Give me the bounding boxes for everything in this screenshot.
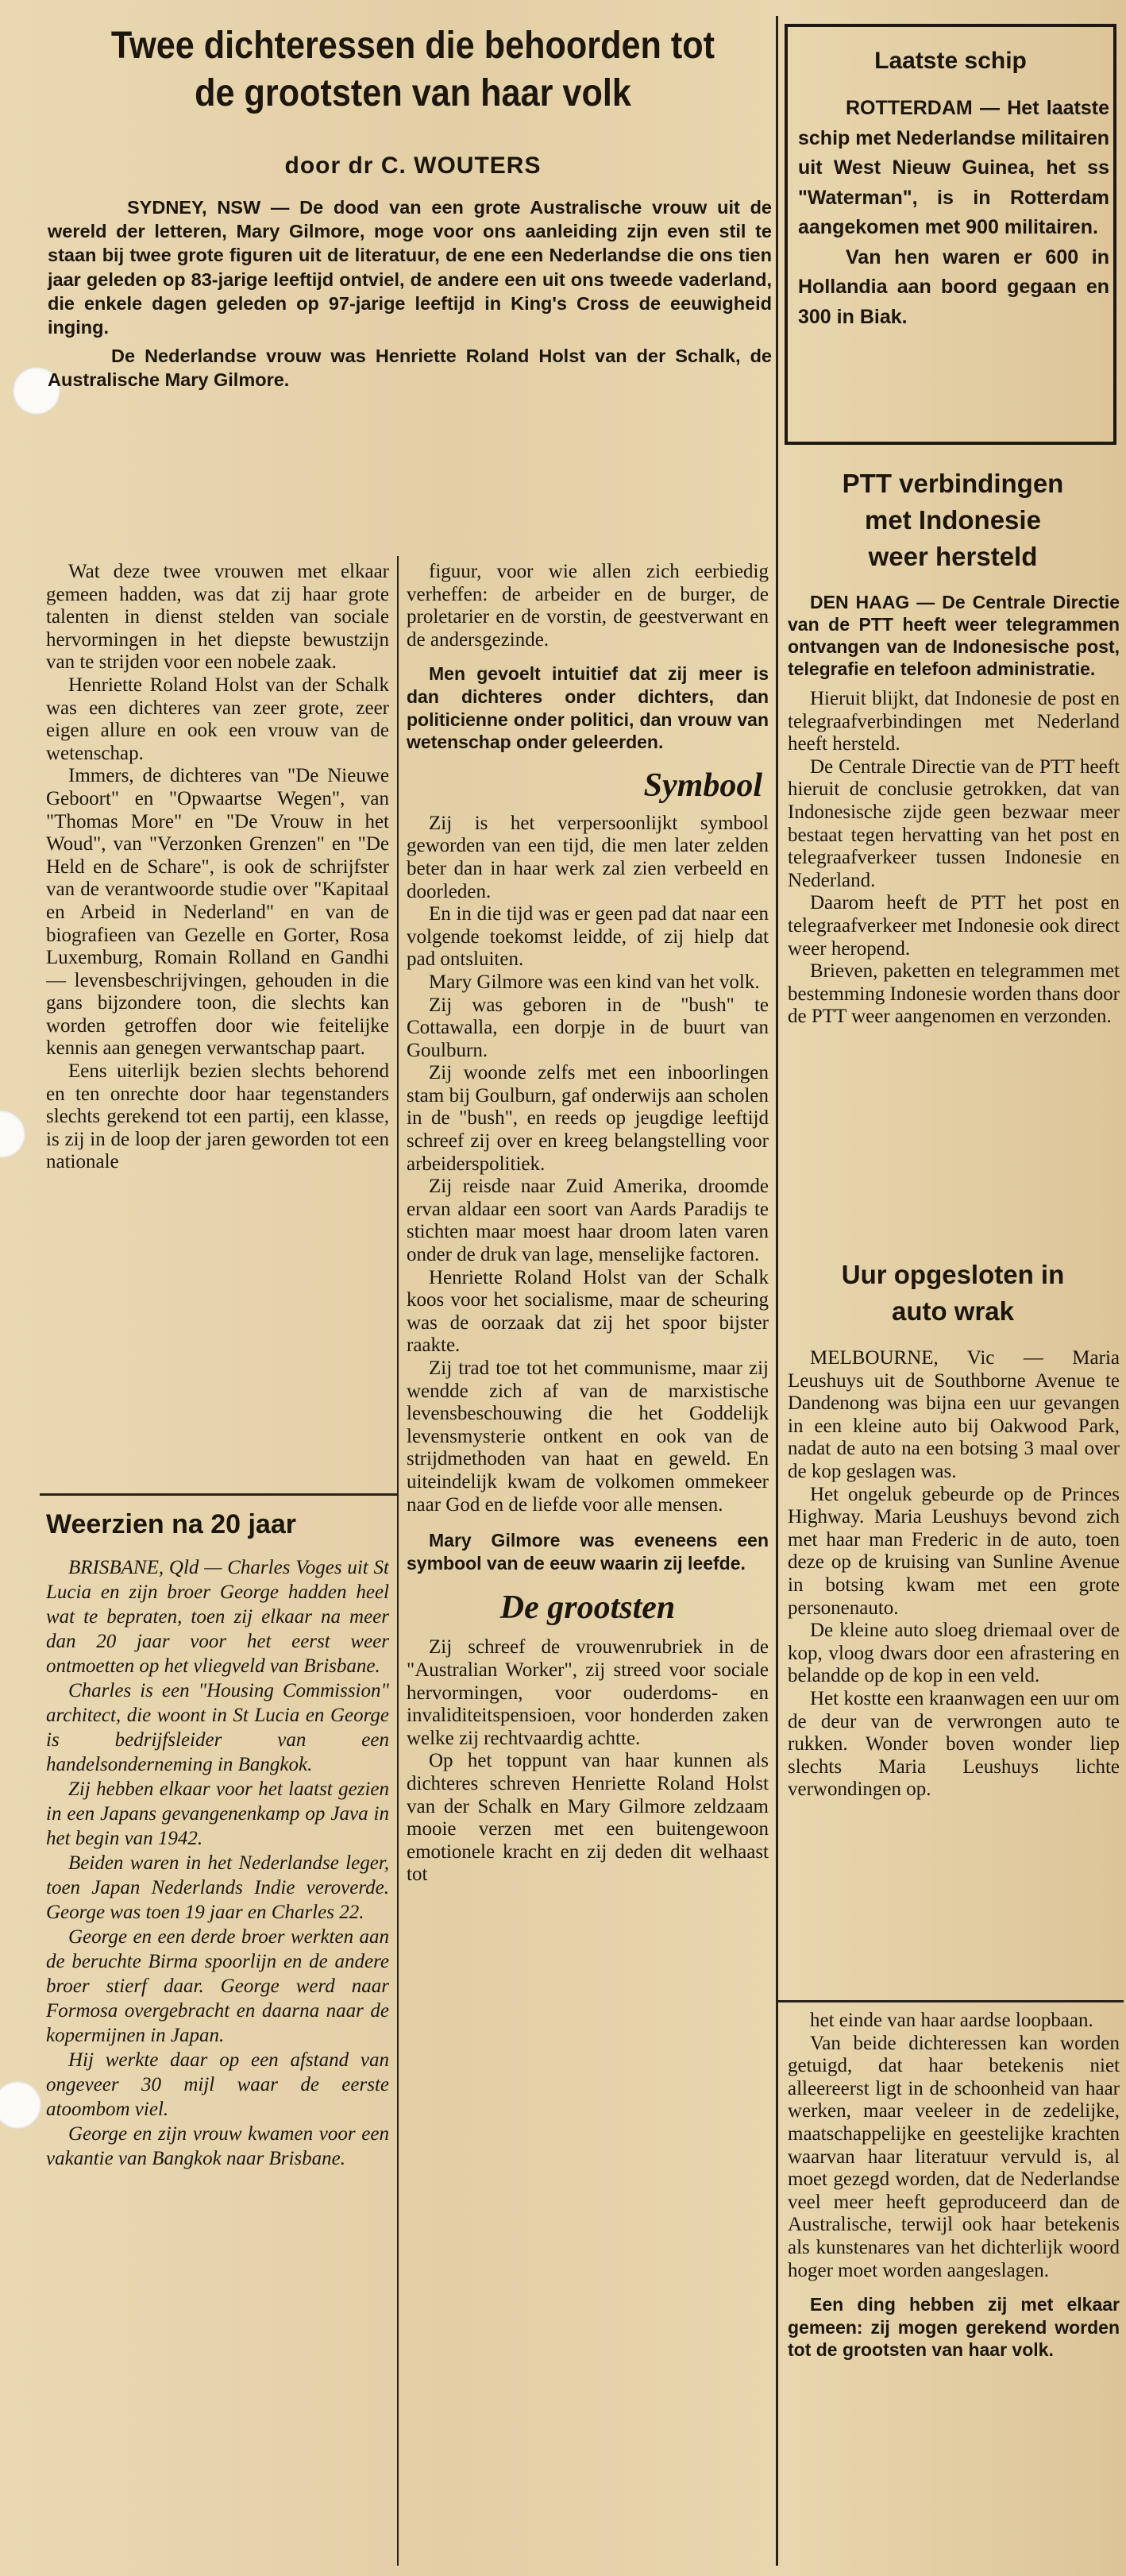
paragraph: Immers, de dichteres van "De Nieuwe Geboort" en "Opwaartse Wegen", van "Thomas More" en "De Vrouw in het Woud", van "Verzonken Grenzen" en "De Held en de Schare", is ook de schrijfster van de verantwoorde studie over "Kapitaal en Arbeid in Nederland" en van de biografieen van Gezelle en Gorter, Rosa Luxemburg, Romain Rolland en Gandhi — levensbeschrijvingen, gehouden in die gans bijzondere toon, die slechts kan worden getroffen door wie feitelijke kennis aan genegen verwantschap paart. — [46, 765, 389, 1060]
paragraph: het einde van haar aardse loopbaan. — [810, 2010, 1093, 2031]
paragraph: BRISBANE, Qld — Charles Voges uit St Lucia en zijn broer George hadden heel wat te bepraten, toen zij elkaar na meer dan 20 jaar voor het eerst weer ontmoetten op het vliegveld van Brisbane. — [46, 1557, 389, 1677]
auto-wrak-column — [788, 1347, 1120, 1995]
paragraph: Hieruit blijkt, dat Indonesie de post en telegraafverbindingen met Nederland heeft hersteld. — [788, 688, 1120, 755]
subhead-symbool: Symbool — [643, 767, 762, 804]
article-headline — [84, 22, 742, 118]
article-column-2 — [407, 561, 769, 2562]
paragraph: George en een derde broer werkten aan de beruchte Birma spoorlijn en de andere broer stierf daar. George werd naar Formosa overgebracht en daarna naar de kopermijnen in Japan. — [46, 1926, 389, 2046]
title-line: met Indonesie — [865, 505, 1041, 535]
section-rule — [778, 2000, 1124, 2002]
section-title-auto-wrak — [786, 1257, 1120, 1330]
paragraph: Op het toppunt van haar kunnen als dichteres schreven Henriette Roland Holst van der Schalk en Mary Gilmore zeldzaam mooie verzen met een buitengewoon emotionele kracht en zij deden dit welhaast tot — [407, 1750, 769, 1886]
subhead-de-grootsten: De grootsten — [499, 1589, 676, 1627]
lead-paragraph: SYDNEY, NSW — De dood van een grote Australische vrouw uit de wereld der letteren, Mary Gilmore, moge voor ons aanleiding zijn even stil te staan bij twee grote figuren uit de literatuur, de ene een Nederlandse die ons tien jaar geleden op 83-jarige leeftijd ontviel, de andere een uit ons tweede vaderland, die enkele dagen geleden op 97-jarige leeftijd in King's Cross de eeuwigheid inging. — [48, 197, 772, 338]
box-text — [798, 94, 1109, 332]
paragraph: Henriette Roland Holst van der Schalk koos voor het socialisme, maar de scheuring was de oorzaak dat zij het spoor bijster raakte. — [407, 1266, 769, 1357]
paragraph: Hij werkte daar op een afstand van ongeveer 30 mijl waar de eerste atoombom viel. — [46, 2049, 389, 2120]
article-lead — [48, 195, 772, 392]
box-paragraph: Van hen waren er 600 in Hollandia aan boord gegaan en 300 in Biak. — [798, 245, 1109, 328]
paragraph: Zij woonde zelfs met een inboorlingen stam bij Goulburn, gaf onderwijs aan scholen in de "bush", en reeds op jeugdige leeftijd schreef zij over en kreeg belangstelling voor arbeiderspolitiek. — [407, 1062, 769, 1175]
bold-paragraph: Mary Gilmore was eveneens een symbool van de eeuw waarin zij leefde. — [407, 1530, 769, 1574]
paragraph: Charles is een "Housing Commission" architect, die woont in St Lucia en George is bedrijfsleider van een handelsonderneming in Bangkok. — [46, 1680, 389, 1775]
paragraph: Zij trad toe tot het communisme, maar zij wendde zich af van de marxistische levensbeschouwing die het Goddelijk levensmysterie ontkent en ook van de strijdmethoden van haat en geweld. En uiteindelijk kwam de volkomen ommekeer naar God en de liefde voor alle mensen. — [407, 1358, 769, 1516]
title-line: PTT verbindingen — [842, 469, 1064, 498]
paragraph: Beiden waren in het Nederlandse leger, toen Japan Nederlands Indie veroverde. George was toen 19 jaar en Charles 22. — [46, 1852, 389, 1923]
paragraph: Henriette Roland Holst van der Schalk was een dichteres van zeer grote, zeer eigen allure en ook een vrouw van de wetenschap. — [46, 674, 389, 764]
column-rule — [397, 556, 399, 2566]
paragraph: Zij was geboren in de "bush" te Cottawalla, een dorpje in de buurt van Goulburn. — [407, 994, 769, 1061]
headline-line: de grootsten van haar volk — [195, 72, 631, 114]
paragraph: Daarom heeft de PTT het post en telegraafverkeer met Indonesie ook direct weer heropend. — [788, 892, 1120, 960]
section-title-ptt — [786, 465, 1120, 575]
title-line: Uur opgesloten in — [841, 1260, 1065, 1289]
paragraph: Wat deze twee vrouwen met elkaar gemeen hadden, was dat zij haar grote talenten in dienst stelden van sociale hervormingen in het diepste bewustzijn van te strijden voor een nobele zaak. — [46, 561, 389, 674]
paragraph: Eens uiterlijk bezien slechts behorend en ten onrechte door haar tegenstanders slechts gerekend tot een partij, een klasse, is zij in de loop der jaren geworden tot een nationale — [46, 1060, 389, 1173]
article-column-1 — [46, 561, 389, 1484]
byline: door dr C. WOUTERS — [284, 153, 542, 179]
paragraph: Zij hebben elkaar voor het laatst gezien in een Japans gevangenenkamp op Java in het begin van 1942. — [46, 1778, 389, 1849]
title-line: auto wrak — [891, 1296, 1015, 1326]
lead-paragraph: De Nederlandse vrouw was Henriette Roland Holst van der Schalk, de Australische Mary Gilmore. — [48, 346, 772, 391]
headline-line: Twee dichteressen die behoorden tot — [110, 25, 715, 67]
section-title-weerzien: Weerzien na 20 jaar — [46, 1509, 296, 1539]
paragraph: Van beide dichteressen kan worden getuigd, dat haar betekenis niet alleereerst ligt in de schoonheid van haar werken, maar veeleer in de zedelijke, maatschappelijke en geestelijke krachten waarvan haar literatuur vervuld is, al moet gezegd worden, dat de Nederlandse veel meer heeft geproduceerd dan de Australische, terwijl ook haar betekenis als kunstenares van het dichterlijk woord hoger moet worden aangeslagen. — [788, 2032, 1120, 2281]
paragraph: Zij reisde naar Zuid Amerika, droomde ervan aldaar een soort van Aards Paradijs te stichten maar moest haar droom laten varen onder de druk van lage, menselijke factoren. — [407, 1176, 769, 1266]
section-rule — [40, 1493, 397, 1496]
paragraph: De kleine auto sloeg driemaal over de kop, vloog dwars door een afrastering en belandde op de kop in een veld. — [788, 1620, 1120, 1687]
ptt-column — [788, 591, 1120, 1258]
paragraph: Het kostte een kraanwagen een uur om de deur van de verwrongen auto te rukken. Wonder boven wonder liep slechts Maria Leushuys lichte verwondingen op. — [788, 1687, 1120, 1801]
paragraph: Brieven, paketten en telegrammen met bestemming Indonesie worden thans door de PTT weer aangenomen en verzonden. — [788, 960, 1120, 1028]
paragraph: Mary Gilmore was een kind van het volk. — [429, 971, 760, 993]
box-title: Laatste schip — [874, 48, 1027, 74]
article-column-3 — [788, 2010, 1120, 2566]
title-line: weer hersteld — [868, 542, 1038, 571]
paragraph: George en zijn vrouw kwamen voor een vakantie van Bangkok naar Brisbane. — [46, 2123, 389, 2169]
paragraph: Zij schreef de vrouwenrubriek in de "Australian Worker", zij streed voor sociale hervormingen, voor ouderdoms- en invaliditeitspensioen, voor honderden zaken welke zij rechtvaardig achtte. — [407, 1636, 769, 1749]
weerzien-column — [46, 1555, 389, 2564]
bold-paragraph: Een ding hebben zij met elkaar gemeen: zij mogen gerekend worden tot de grootsten van haar volk. — [788, 2294, 1120, 2361]
paragraph: Zij is het verpersoonlijkt symbool geworden van een tijd, die men later zelden beter dan in haar werk zal zien verbeeld en doorleden. — [407, 812, 769, 902]
ptt-lead: DEN HAAG — De Centrale Directie van de PTT heeft weer telegrammen ontvangen van de Indonesische post, telegrafie en telefoon administratie. — [788, 592, 1120, 679]
bold-paragraph: Men gevoelt intuitief dat zij meer is dan dichteres onder dichters, dan politicienne onder politici, dan vrouw van wetenschap onder geleerden. — [407, 663, 769, 753]
paragraph: En in die tijd was er geen pad dat naar een volgende toekomst leidde, of zij hielp dat pad ontsluiten. — [407, 903, 769, 971]
paragraph: De Centrale Directie van de PTT heeft hieruit de conclusie getrokken, dat van Indonesische zijde geen bezwaar meer bestaat tegen hervatting van het post en telegraafverkeer tussen Indonesie en Nederland. — [788, 755, 1120, 891]
box-paragraph: ROTTERDAM — Het laatste schip met Nederlandse militairen uit West Nieuw Guinea, het ss "Waterman", is in Rotterdam aangekomen met 900 militairen. — [798, 97, 1109, 238]
paragraph: Het ongeluk gebeurde op de Princes Highway. Maria Leushuys bevond zich met haar man Frederic in de auto, toen deze op de kruising van Sunline Avenue in botsing kwam met een grote personenauto. — [788, 1483, 1120, 1619]
paragraph: MELBOURNE, Vic — Maria Leushuys uit de Southborne Avenue te Dandenong was bijna een uur gevangen in een kleine auto bij Oakwood Park, nadat de auto na een botsing 3 maal over de kop geslagen was. — [788, 1347, 1120, 1482]
paragraph: figuur, voor wie allen zich eerbiedig verheffen: de arbeider en de burger, de proletarier en de vorstin, de geestverwant en de andersgezinde. — [407, 561, 769, 651]
column-rule — [776, 16, 778, 2566]
